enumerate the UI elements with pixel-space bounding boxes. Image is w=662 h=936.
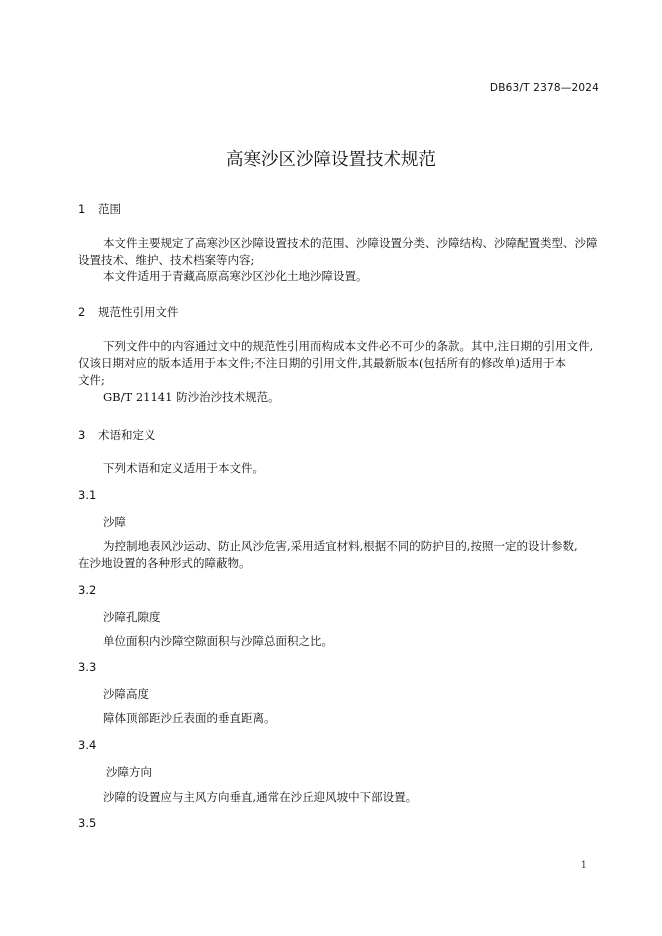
paragraph-line: 本文件适用于青藏高原高寒沙区沙化土地沙障设置。 xyxy=(103,269,368,283)
term-name: 沙障 xyxy=(103,515,126,529)
section-title: 术语和定义 xyxy=(98,428,156,442)
term-number: 3.1 xyxy=(78,488,97,502)
section-title: 范围 xyxy=(98,202,121,216)
section-number: 1 xyxy=(78,202,86,216)
paragraph-line: 本文件主要规定了高寒沙区沙障设置技术的范围、沙障设置分类、沙障结构、沙障配置类型、沙障 xyxy=(103,236,598,250)
document-number: DB63/T 2378—2024 xyxy=(489,82,599,94)
section-number: 2 xyxy=(78,305,86,319)
page-number: 1 xyxy=(580,860,587,871)
section-heading-2 xyxy=(78,304,179,320)
term-definition: 为控制地表风沙运动、防止风沙危害,采用适宜材料,根据不同的防护目的,按照一定的设计参数, xyxy=(103,539,578,553)
term-definition: 在沙地设置的各种形式的障蔽物。 xyxy=(78,556,251,570)
section-number: 3 xyxy=(78,428,86,442)
term-name: 沙障方向 xyxy=(106,765,152,779)
paragraph-line: 文件; xyxy=(78,373,105,387)
section-heading-1 xyxy=(78,201,121,217)
term-number: 3.2 xyxy=(78,583,97,597)
section-title: 规范性引用文件 xyxy=(98,305,179,319)
term-definition: 沙障的设置应与主风方向垂直,通常在沙丘迎风坡中下部设置。 xyxy=(103,790,418,804)
section-heading-3 xyxy=(78,427,156,443)
term-definition: 单位面积内沙障空隙面积与沙障总面积之比。 xyxy=(103,634,333,648)
term-number: 3.3 xyxy=(78,660,97,674)
term-definition: 障体顶部距沙丘表面的垂直距离。 xyxy=(103,711,276,725)
term-name: 沙障孔隙度 xyxy=(103,610,161,624)
term-name: 沙障高度 xyxy=(103,687,149,701)
normative-reference: GB/T 21141 防沙治沙技术规范。 xyxy=(103,390,280,404)
term-number: 3.4 xyxy=(78,738,97,752)
term-number: 3.5 xyxy=(78,816,97,830)
paragraph-line: 设置技术、维护、技术档案等内容; xyxy=(78,253,255,267)
paragraph-line: 下列文件中的内容通过文中的规范性引用而构成本文件必不可少的条款。其中,注日期的引用文件, xyxy=(103,339,594,353)
paragraph-line: 仅该日期对应的版本适用于本文件;不注日期的引用文件,其最新版本(包括所有的修改单)适用于本 xyxy=(78,356,566,370)
paragraph-line: 下列术语和定义适用于本文件。 xyxy=(103,461,264,475)
page-title: 高寒沙区沙障设置技术规范 xyxy=(226,150,436,170)
